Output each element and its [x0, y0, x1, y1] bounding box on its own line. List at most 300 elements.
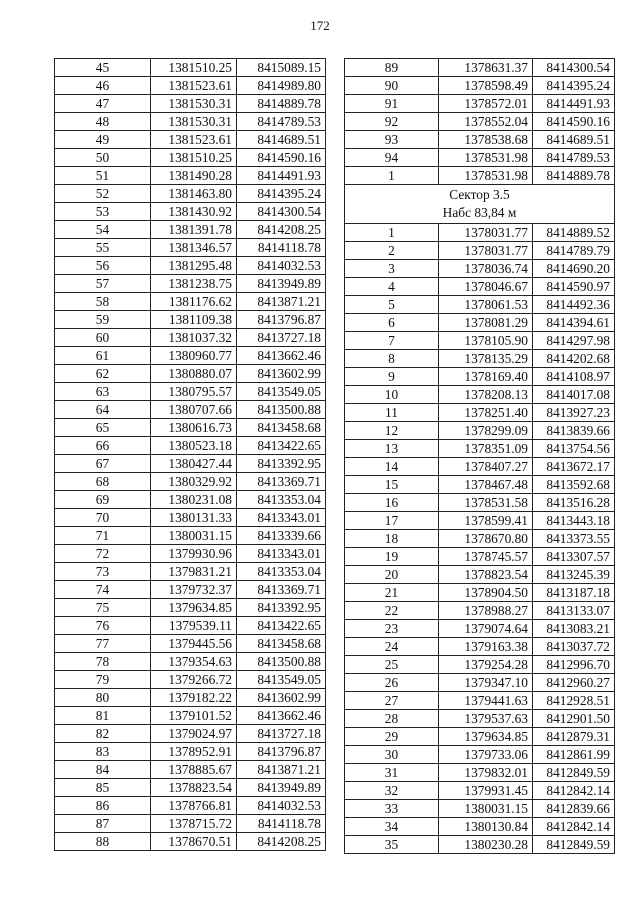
- table-row: [55, 113, 326, 131]
- table-row: [55, 545, 326, 563]
- table-row: [345, 278, 615, 296]
- point-number-cell: 45: [55, 59, 151, 77]
- x-coordinate-cell: 1381238.75: [151, 275, 237, 293]
- y-coordinate-cell: 8413422.65: [237, 617, 326, 635]
- y-coordinate-cell: 8413602.99: [237, 689, 326, 707]
- y-coordinate-cell: 8413949.89: [237, 275, 326, 293]
- x-coordinate-cell: 1378904.50: [439, 584, 533, 602]
- y-coordinate-cell: 8413949.89: [237, 779, 326, 797]
- x-coordinate-cell: 1378467.48: [439, 476, 533, 494]
- y-coordinate-cell: 8414889.78: [237, 95, 326, 113]
- x-coordinate-cell: 1381346.57: [151, 239, 237, 257]
- table-row: [345, 242, 615, 260]
- point-number-cell: 85: [55, 779, 151, 797]
- x-coordinate-cell: 1379354.63: [151, 653, 237, 671]
- y-coordinate-cell: 8413602.99: [237, 365, 326, 383]
- table-row: [55, 257, 326, 275]
- y-coordinate-cell: 8412928.51: [533, 692, 615, 710]
- table-row: [55, 203, 326, 221]
- table-row: [55, 491, 326, 509]
- y-coordinate-cell: 8413353.04: [237, 491, 326, 509]
- x-coordinate-cell: 1379931.45: [439, 782, 533, 800]
- y-coordinate-cell: 8414395.24: [237, 185, 326, 203]
- table-row: [345, 422, 615, 440]
- x-coordinate-cell: 1378631.37: [439, 59, 533, 77]
- table-row: [55, 725, 326, 743]
- point-number-cell: 88: [55, 833, 151, 851]
- point-number-cell: 20: [345, 566, 439, 584]
- table-row: [345, 656, 615, 674]
- point-number-cell: 92: [345, 113, 439, 131]
- table-row: [345, 638, 615, 656]
- point-number-cell: 26: [345, 674, 439, 692]
- x-coordinate-cell: 1379445.56: [151, 635, 237, 653]
- table-row: [55, 509, 326, 527]
- x-coordinate-cell: 1378531.98: [439, 149, 533, 167]
- x-coordinate-cell: 1379101.52: [151, 707, 237, 725]
- y-coordinate-cell: 8413458.68: [237, 419, 326, 437]
- y-coordinate-cell: 8413422.65: [237, 437, 326, 455]
- point-number-cell: 61: [55, 347, 151, 365]
- y-coordinate-cell: 8413500.88: [237, 401, 326, 419]
- point-number-cell: 64: [55, 401, 151, 419]
- x-coordinate-cell: 1378036.74: [439, 260, 533, 278]
- y-coordinate-cell: 8414789.79: [533, 242, 615, 260]
- x-coordinate-cell: 1378169.40: [439, 368, 533, 386]
- point-number-cell: 30: [345, 746, 439, 764]
- x-coordinate-cell: 1378081.29: [439, 314, 533, 332]
- y-coordinate-cell: 8413343.01: [237, 509, 326, 527]
- point-number-cell: 66: [55, 437, 151, 455]
- table-row: [55, 167, 326, 185]
- point-number-cell: 6: [345, 314, 439, 332]
- table-row: [345, 95, 615, 113]
- y-coordinate-cell: 8414590.97: [533, 278, 615, 296]
- x-coordinate-cell: 1379074.64: [439, 620, 533, 638]
- y-coordinate-cell: 8415089.15: [237, 59, 326, 77]
- point-number-cell: 1: [345, 167, 439, 185]
- point-number-cell: 52: [55, 185, 151, 203]
- table-row: [345, 620, 615, 638]
- y-coordinate-cell: 8414789.53: [237, 113, 326, 131]
- table-row: [55, 617, 326, 635]
- table-row: [55, 527, 326, 545]
- x-coordinate-cell: 1379539.11: [151, 617, 237, 635]
- point-number-cell: 51: [55, 167, 151, 185]
- x-coordinate-cell: 1381510.25: [151, 149, 237, 167]
- x-coordinate-cell: 1378670.80: [439, 530, 533, 548]
- point-number-cell: 10: [345, 386, 439, 404]
- point-number-cell: 75: [55, 599, 151, 617]
- x-coordinate-cell: 1378823.54: [439, 566, 533, 584]
- x-coordinate-cell: 1381430.92: [151, 203, 237, 221]
- table-row: [55, 743, 326, 761]
- y-coordinate-cell: 8413339.66: [237, 527, 326, 545]
- point-number-cell: 19: [345, 548, 439, 566]
- y-coordinate-cell: 8413369.71: [237, 581, 326, 599]
- table-row: [55, 833, 326, 851]
- point-number-cell: 76: [55, 617, 151, 635]
- y-coordinate-cell: 8413187.18: [533, 584, 615, 602]
- point-number-cell: 53: [55, 203, 151, 221]
- point-number-cell: 34: [345, 818, 439, 836]
- y-coordinate-cell: 8414689.51: [533, 131, 615, 149]
- table-row: [55, 239, 326, 257]
- x-coordinate-cell: 1379732.37: [151, 581, 237, 599]
- x-coordinate-cell: 1378031.77: [439, 224, 533, 242]
- y-coordinate-cell: 8412996.70: [533, 656, 615, 674]
- table-row: [345, 764, 615, 782]
- table-row: [345, 782, 615, 800]
- x-coordinate-cell: 1378599.41: [439, 512, 533, 530]
- table-row: [345, 59, 615, 77]
- y-coordinate-cell: 8413500.88: [237, 653, 326, 671]
- x-coordinate-cell: 1379266.72: [151, 671, 237, 689]
- table-row: [55, 779, 326, 797]
- x-coordinate-cell: 1379537.63: [439, 710, 533, 728]
- x-coordinate-cell: 1379441.63: [439, 692, 533, 710]
- point-number-cell: 31: [345, 764, 439, 782]
- x-coordinate-cell: 1378251.40: [439, 404, 533, 422]
- y-coordinate-cell: 8414208.25: [237, 833, 326, 851]
- y-coordinate-cell: 8414889.52: [533, 224, 615, 242]
- point-number-cell: 4: [345, 278, 439, 296]
- y-coordinate-cell: 8414492.36: [533, 296, 615, 314]
- y-coordinate-cell: 8414118.78: [237, 239, 326, 257]
- table-row: [345, 800, 615, 818]
- table-row: [345, 494, 615, 512]
- y-coordinate-cell: 8413369.71: [237, 473, 326, 491]
- y-coordinate-cell: 8414017.08: [533, 386, 615, 404]
- point-number-cell: 58: [55, 293, 151, 311]
- y-coordinate-cell: 8413662.46: [237, 707, 326, 725]
- point-number-cell: 94: [345, 149, 439, 167]
- y-coordinate-cell: 8414889.78: [533, 167, 615, 185]
- table-row: [55, 671, 326, 689]
- point-number-cell: 87: [55, 815, 151, 833]
- x-coordinate-cell: 1378531.98: [439, 167, 533, 185]
- point-number-cell: 86: [55, 797, 151, 815]
- x-coordinate-cell: 1381295.48: [151, 257, 237, 275]
- y-coordinate-cell: 8414118.78: [237, 815, 326, 833]
- x-coordinate-cell: 1378531.58: [439, 494, 533, 512]
- table-row: [345, 296, 615, 314]
- table-row: [55, 347, 326, 365]
- x-coordinate-cell: 1381530.31: [151, 113, 237, 131]
- x-coordinate-cell: 1378351.09: [439, 440, 533, 458]
- x-coordinate-cell: 1379634.85: [151, 599, 237, 617]
- x-coordinate-cell: 1378135.29: [439, 350, 533, 368]
- x-coordinate-cell: 1378046.67: [439, 278, 533, 296]
- y-coordinate-cell: 8414789.53: [533, 149, 615, 167]
- table-row: [55, 293, 326, 311]
- table-row: [55, 59, 326, 77]
- point-number-cell: 9: [345, 368, 439, 386]
- table-row: [345, 224, 615, 242]
- y-coordinate-cell: 8413133.07: [533, 602, 615, 620]
- x-coordinate-cell: 1378766.81: [151, 797, 237, 815]
- table-row: [345, 728, 615, 746]
- y-coordinate-cell: 8412879.31: [533, 728, 615, 746]
- x-coordinate-cell: 1379733.06: [439, 746, 533, 764]
- y-coordinate-cell: 8413754.56: [533, 440, 615, 458]
- x-coordinate-cell: 1378552.04: [439, 113, 533, 131]
- point-number-cell: 69: [55, 491, 151, 509]
- point-number-cell: 16: [345, 494, 439, 512]
- x-coordinate-cell: 1378407.27: [439, 458, 533, 476]
- point-number-cell: 77: [55, 635, 151, 653]
- table-row: [345, 602, 615, 620]
- table-row: [345, 314, 615, 332]
- y-coordinate-cell: 8414394.61: [533, 314, 615, 332]
- y-coordinate-cell: 8413871.21: [237, 293, 326, 311]
- table-row: [345, 584, 615, 602]
- table-row: [345, 77, 615, 95]
- x-coordinate-cell: 1381490.28: [151, 167, 237, 185]
- x-coordinate-cell: 1381510.25: [151, 59, 237, 77]
- y-coordinate-cell: 8414300.54: [533, 59, 615, 77]
- x-coordinate-cell: 1379163.38: [439, 638, 533, 656]
- x-coordinate-cell: 1378715.72: [151, 815, 237, 833]
- x-coordinate-cell: 1380031.15: [151, 527, 237, 545]
- y-coordinate-cell: 8413727.18: [237, 725, 326, 743]
- table-row: [55, 149, 326, 167]
- y-coordinate-cell: 8413083.21: [533, 620, 615, 638]
- table-row: [345, 836, 615, 854]
- point-number-cell: 47: [55, 95, 151, 113]
- table-row: [345, 674, 615, 692]
- table-row: [55, 635, 326, 653]
- point-number-cell: 68: [55, 473, 151, 491]
- y-coordinate-cell: 8414208.25: [237, 221, 326, 239]
- point-number-cell: 5: [345, 296, 439, 314]
- y-coordinate-cell: 8413549.05: [237, 383, 326, 401]
- section-subtitle: Набс 83,84 м: [442, 205, 517, 220]
- y-coordinate-cell: 8414032.53: [237, 797, 326, 815]
- point-number-cell: 21: [345, 584, 439, 602]
- coordinates-table-left: [54, 58, 326, 851]
- point-number-cell: 82: [55, 725, 151, 743]
- x-coordinate-cell: 1380130.84: [439, 818, 533, 836]
- table-row: [345, 530, 615, 548]
- point-number-cell: 32: [345, 782, 439, 800]
- y-coordinate-cell: 8414491.93: [533, 95, 615, 113]
- x-coordinate-cell: 1380230.28: [439, 836, 533, 854]
- y-coordinate-cell: 8414590.16: [237, 149, 326, 167]
- table-row: [55, 77, 326, 95]
- table-row: [345, 458, 615, 476]
- point-number-cell: 22: [345, 602, 439, 620]
- y-coordinate-cell: 8413672.17: [533, 458, 615, 476]
- x-coordinate-cell: 1379254.28: [439, 656, 533, 674]
- point-number-cell: 14: [345, 458, 439, 476]
- x-coordinate-cell: 1378598.49: [439, 77, 533, 95]
- x-coordinate-cell: 1379182.22: [151, 689, 237, 707]
- point-number-cell: 2: [345, 242, 439, 260]
- y-coordinate-cell: 8413353.04: [237, 563, 326, 581]
- table-row: [55, 365, 326, 383]
- y-coordinate-cell: 8412960.27: [533, 674, 615, 692]
- y-coordinate-cell: 8414108.97: [533, 368, 615, 386]
- point-number-cell: 33: [345, 800, 439, 818]
- table-row: [345, 818, 615, 836]
- point-number-cell: 54: [55, 221, 151, 239]
- y-coordinate-cell: 8414395.24: [533, 77, 615, 95]
- table-row: [345, 368, 615, 386]
- y-coordinate-cell: 8414690.20: [533, 260, 615, 278]
- table-row: [55, 131, 326, 149]
- table-row: [345, 404, 615, 422]
- table-row: [345, 113, 615, 131]
- point-number-cell: 50: [55, 149, 151, 167]
- table-row: [55, 437, 326, 455]
- table-row: [345, 692, 615, 710]
- x-coordinate-cell: 1379347.10: [439, 674, 533, 692]
- point-number-cell: 49: [55, 131, 151, 149]
- y-coordinate-cell: 8413458.68: [237, 635, 326, 653]
- section-title: Сектор 3.5: [449, 187, 510, 202]
- y-coordinate-cell: 8413927.23: [533, 404, 615, 422]
- y-coordinate-cell: 8412861.99: [533, 746, 615, 764]
- x-coordinate-cell: 1381523.61: [151, 77, 237, 95]
- point-number-cell: 15: [345, 476, 439, 494]
- point-number-cell: 56: [55, 257, 151, 275]
- x-coordinate-cell: 1379832.01: [439, 764, 533, 782]
- x-coordinate-cell: 1380616.73: [151, 419, 237, 437]
- y-coordinate-cell: 8412839.66: [533, 800, 615, 818]
- x-coordinate-cell: 1381109.38: [151, 311, 237, 329]
- table-row: [55, 95, 326, 113]
- table-row: [345, 149, 615, 167]
- table-row: [55, 275, 326, 293]
- table-row: [55, 473, 326, 491]
- table-row: [55, 653, 326, 671]
- table-row: [55, 563, 326, 581]
- table-row: [345, 131, 615, 149]
- table-row: [345, 350, 615, 368]
- x-coordinate-cell: 1378670.51: [151, 833, 237, 851]
- x-coordinate-cell: 1379634.85: [439, 728, 533, 746]
- table-row: [345, 386, 615, 404]
- y-coordinate-cell: 8413443.18: [533, 512, 615, 530]
- section-header-row: [345, 185, 615, 224]
- point-number-cell: 17: [345, 512, 439, 530]
- point-number-cell: 59: [55, 311, 151, 329]
- point-number-cell: 70: [55, 509, 151, 527]
- point-number-cell: 28: [345, 710, 439, 728]
- x-coordinate-cell: 1381523.61: [151, 131, 237, 149]
- x-coordinate-cell: 1379831.21: [151, 563, 237, 581]
- y-coordinate-cell: 8414032.53: [237, 257, 326, 275]
- point-number-cell: 79: [55, 671, 151, 689]
- table-row: [55, 311, 326, 329]
- y-coordinate-cell: 8414202.68: [533, 350, 615, 368]
- y-coordinate-cell: 8413549.05: [237, 671, 326, 689]
- point-number-cell: 24: [345, 638, 439, 656]
- x-coordinate-cell: 1380329.92: [151, 473, 237, 491]
- x-coordinate-cell: 1378031.77: [439, 242, 533, 260]
- table-row: [55, 455, 326, 473]
- section-header: [345, 185, 615, 224]
- table-row: [345, 332, 615, 350]
- x-coordinate-cell: 1380427.44: [151, 455, 237, 473]
- point-number-cell: 65: [55, 419, 151, 437]
- point-number-cell: 46: [55, 77, 151, 95]
- x-coordinate-cell: 1378988.27: [439, 602, 533, 620]
- x-coordinate-cell: 1381176.62: [151, 293, 237, 311]
- x-coordinate-cell: 1378952.91: [151, 743, 237, 761]
- point-number-cell: 29: [345, 728, 439, 746]
- point-number-cell: 89: [345, 59, 439, 77]
- table-row: [55, 797, 326, 815]
- table-row: [55, 815, 326, 833]
- x-coordinate-cell: 1380231.08: [151, 491, 237, 509]
- table-row: [55, 221, 326, 239]
- x-coordinate-cell: 1379024.97: [151, 725, 237, 743]
- y-coordinate-cell: 8412849.59: [533, 764, 615, 782]
- point-number-cell: 63: [55, 383, 151, 401]
- table-row: [55, 401, 326, 419]
- x-coordinate-cell: 1378299.09: [439, 422, 533, 440]
- y-coordinate-cell: 8413373.55: [533, 530, 615, 548]
- x-coordinate-cell: 1380795.57: [151, 383, 237, 401]
- point-number-cell: 23: [345, 620, 439, 638]
- table-row: [55, 599, 326, 617]
- y-coordinate-cell: 8413392.95: [237, 455, 326, 473]
- point-number-cell: 84: [55, 761, 151, 779]
- y-coordinate-cell: 8413727.18: [237, 329, 326, 347]
- table-row: [345, 440, 615, 458]
- y-coordinate-cell: 8414491.93: [237, 167, 326, 185]
- x-coordinate-cell: 1378745.57: [439, 548, 533, 566]
- point-number-cell: 91: [345, 95, 439, 113]
- point-number-cell: 72: [55, 545, 151, 563]
- table-row: [345, 476, 615, 494]
- table-row: [55, 383, 326, 401]
- coordinates-table-right: [344, 58, 615, 854]
- x-coordinate-cell: 1380031.15: [439, 800, 533, 818]
- y-coordinate-cell: 8413871.21: [237, 761, 326, 779]
- x-coordinate-cell: 1378572.01: [439, 95, 533, 113]
- y-coordinate-cell: 8413796.87: [237, 311, 326, 329]
- point-number-cell: 55: [55, 239, 151, 257]
- point-number-cell: 81: [55, 707, 151, 725]
- point-number-cell: 80: [55, 689, 151, 707]
- table-row: [55, 419, 326, 437]
- y-coordinate-cell: 8413307.57: [533, 548, 615, 566]
- y-coordinate-cell: 8414590.16: [533, 113, 615, 131]
- y-coordinate-cell: 8414300.54: [237, 203, 326, 221]
- point-number-cell: 25: [345, 656, 439, 674]
- point-number-cell: 60: [55, 329, 151, 347]
- y-coordinate-cell: 8412842.14: [533, 818, 615, 836]
- table-row: [55, 185, 326, 203]
- table-row: [55, 761, 326, 779]
- y-coordinate-cell: 8412849.59: [533, 836, 615, 854]
- y-coordinate-cell: 8413662.46: [237, 347, 326, 365]
- y-coordinate-cell: 8413343.01: [237, 545, 326, 563]
- table-row: [345, 512, 615, 530]
- y-coordinate-cell: 8413037.72: [533, 638, 615, 656]
- x-coordinate-cell: 1378105.90: [439, 332, 533, 350]
- point-number-cell: 13: [345, 440, 439, 458]
- point-number-cell: 48: [55, 113, 151, 131]
- point-number-cell: 35: [345, 836, 439, 854]
- point-number-cell: 8: [345, 350, 439, 368]
- y-coordinate-cell: 8413796.87: [237, 743, 326, 761]
- table-row: [55, 329, 326, 347]
- x-coordinate-cell: 1378538.68: [439, 131, 533, 149]
